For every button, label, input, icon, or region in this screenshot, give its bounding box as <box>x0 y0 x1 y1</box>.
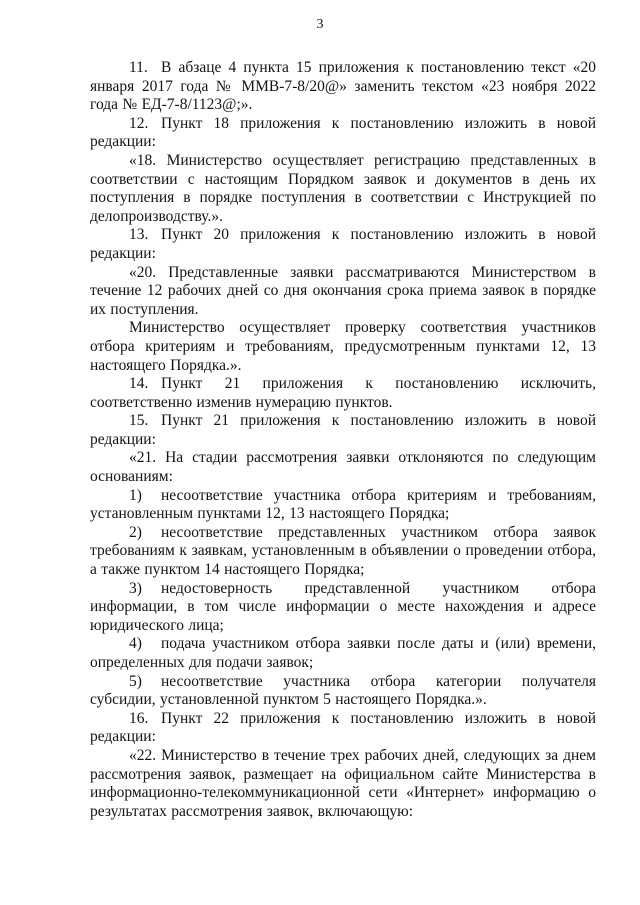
item-number: 16. <box>129 709 149 727</box>
paragraph-14 <box>90 375 596 412</box>
paragraph-text: недостоверность представленной участником отбора информации, в том числе информации о месте нахождения и адресе юридического лица; <box>90 579 596 634</box>
list-item-3 <box>90 580 596 636</box>
paragraph-text: «20. Представленные заявки рассматриваются Министерством в течение 12 рабочих дней со дня окончания срока приема заявок в порядке их поступления. <box>90 263 596 318</box>
document-body <box>90 59 596 821</box>
item-number: 5) <box>129 672 142 690</box>
item-number: 11. <box>129 59 148 76</box>
paragraph-text: Пункт 18 приложения к постановлению изложить в новой редакции: <box>90 114 596 151</box>
paragraph-20-quote <box>90 264 596 320</box>
list-item-4 <box>90 635 596 672</box>
item-number: 1) <box>129 486 142 504</box>
item-number: 3) <box>129 579 142 597</box>
paragraph-22-quote <box>90 747 596 821</box>
item-number: 4) <box>129 635 142 653</box>
item-number: 12. <box>129 114 149 132</box>
item-number: 14. <box>129 375 149 393</box>
paragraph-18-quote <box>90 152 596 226</box>
item-number: 13. <box>129 226 149 244</box>
list-item-1 <box>90 487 596 524</box>
paragraph-11 <box>90 59 596 115</box>
paragraph-text: несоответствие участника отбора критериям и требованиям, установленным пунктами 12, 13 настоящего Порядка; <box>90 486 596 523</box>
paragraph-15 <box>90 412 596 449</box>
paragraph-12 <box>90 115 596 152</box>
paragraph-text: несоответствие участника отбора категории получателя субсидии, установленной пунктом 5 настоящего Порядка.». <box>90 672 596 709</box>
paragraph-20-quote-cont <box>90 319 596 375</box>
list-item-5 <box>90 673 596 710</box>
list-item-2 <box>90 524 596 580</box>
item-number: 2) <box>129 523 142 541</box>
paragraph-text: Пункт 21 приложения к постановлению изложить в новой редакции: <box>90 412 596 448</box>
paragraph-text: «18. Министерство осуществляет регистрацию представленных в соответствии с настоящим Порядком заявок и документов в день их поступления в порядке поступления в соответствии с Инструкцией по делопроизводству.». <box>90 151 596 225</box>
paragraph-text: «22. Министерство в течение трех рабочих дней, следующих за днем рассмотрения заявок, размещает на официальном сайте Министерства в информационно-телекоммуникационной сети «Интернет» информацию о результатах рассмотрения заявок, включающую: <box>90 746 596 820</box>
paragraph-13 <box>90 226 596 263</box>
paragraph-text: подача участником отбора заявки после даты и (или) времени, определенных для подачи заявок; <box>90 635 596 671</box>
paragraph-text: несоответствие представленных участником отбора заявок требованиям к заявкам, установленным в объявлении о проведении отбора, а также пунктом 14 настоящего Порядка; <box>90 523 596 579</box>
paragraph-21-quote <box>90 449 596 486</box>
paragraph-text: «21. На стадии рассмотрения заявки отклоняются по следующим основаниям: <box>90 449 596 486</box>
page-number: 3 <box>316 17 324 32</box>
paragraph-text: Пункт 21 приложения к постановлению исключить, соответственно изменив нумерацию пунктов. <box>90 375 596 411</box>
paragraph-text: Пункт 20 приложения к постановлению изложить в новой редакции: <box>90 226 596 262</box>
paragraph-text: В абзаце 4 пункта 15 приложения к постановлению текст «20 января 2017 года № ММВ-7-8/20@» заменить текстом «23 ноября 2022 года № ЕД-7-8/1123@;». <box>90 59 596 114</box>
item-number: 15. <box>129 412 149 430</box>
paragraph-text: Министерство осуществляет проверку соответствия участников отбора критериям и требованиям, предусмотренным пунктами 12, 13 настоящего Порядка.». <box>90 319 596 374</box>
paragraph-16 <box>90 710 596 747</box>
paragraph-text: Пункт 22 приложения к постановлению изложить в новой редакции: <box>90 709 596 746</box>
